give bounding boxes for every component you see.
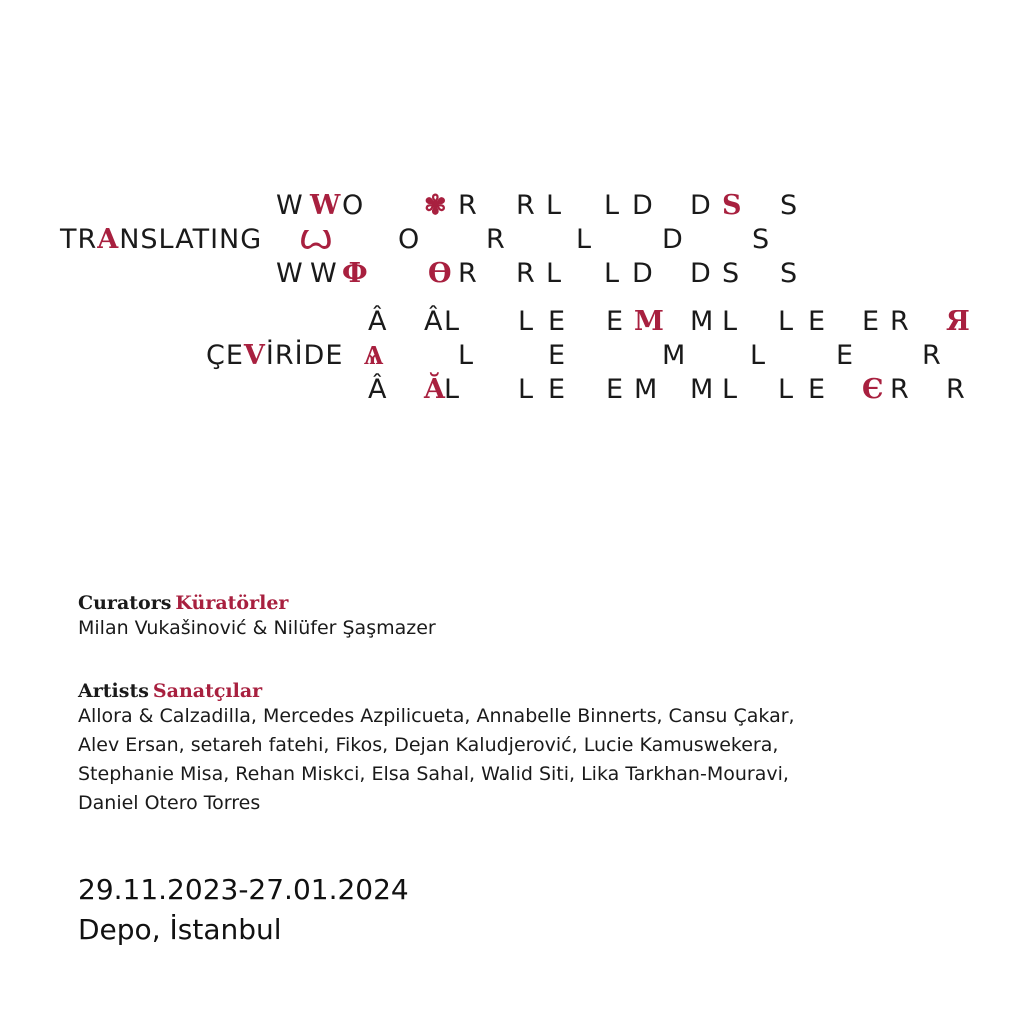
curators-section [78, 592, 436, 643]
artists-label: Artists [78, 680, 149, 702]
title-glyph: R [922, 340, 942, 371]
title-glyph-accent: Ă [424, 374, 446, 405]
artists-heading [78, 680, 795, 702]
title-glyph: D [662, 224, 684, 255]
title-glyph: R [516, 258, 536, 289]
title-glyph-accent: W [310, 190, 342, 221]
title-glyph: M [662, 340, 687, 371]
title-glyph: S [722, 258, 741, 289]
title-glyph: L [546, 190, 563, 221]
title-glyph: E [606, 374, 625, 405]
title-glyph: M [690, 306, 715, 337]
exhibition-dates: 29.11.2023-27.01.2024 [78, 873, 409, 906]
title-word-ceviride: ÇEVİRİDE [206, 340, 344, 371]
title-glyph-accent: Є [862, 374, 885, 405]
title-glyph: D [632, 190, 654, 221]
title-glyph: L [546, 258, 563, 289]
curators-label-tr: Küratörler [175, 592, 289, 614]
title-glyph: Â [424, 306, 444, 337]
title-glyph-accent: Я [946, 306, 971, 337]
title-glyph: R [890, 374, 910, 405]
title-row-4 [0, 304, 1024, 340]
title-glyph: O [342, 190, 365, 221]
title-glyph: M [690, 374, 715, 405]
curators-label: Curators [78, 592, 172, 614]
title-glyph-accent: Ф [342, 258, 369, 289]
title-row-2 [0, 222, 1024, 258]
event-details [78, 870, 409, 950]
title-glyph-accent: Ꙍ [300, 224, 333, 255]
title-glyph: L [444, 374, 461, 405]
exhibition-venue: Depo, İstanbul [78, 913, 282, 946]
title-glyph: D [690, 190, 712, 221]
title-glyph: L [722, 306, 739, 337]
title-glyph: L [722, 374, 739, 405]
curators-heading [78, 592, 436, 614]
title-glyph: R [946, 374, 966, 405]
title-glyph: L [458, 340, 475, 371]
title-glyph: L [518, 374, 535, 405]
title-glyph: S [780, 190, 799, 221]
title-glyph: L [778, 374, 795, 405]
title-glyph: E [548, 340, 567, 371]
title-glyph: E [836, 340, 855, 371]
title-glyph: L [750, 340, 767, 371]
title-glyph-accent: M [634, 306, 665, 337]
title-glyph: S [752, 224, 771, 255]
title-glyph: E [548, 374, 567, 405]
title-glyph-accent: Ѳ [428, 258, 453, 289]
title-glyph: W [276, 190, 304, 221]
title-glyph: L [778, 306, 795, 337]
title-glyph: R [486, 224, 506, 255]
title-glyph: R [890, 306, 910, 337]
title-glyph: W [310, 258, 338, 289]
title-row-3 [0, 256, 1024, 292]
title-glyph: E [808, 374, 827, 405]
title-glyph: L [576, 224, 593, 255]
title-glyph: E [548, 306, 567, 337]
title-glyph: D [690, 258, 712, 289]
title-row-5 [0, 338, 1024, 374]
title-glyph: L [444, 306, 461, 337]
title-row-6 [0, 372, 1024, 408]
title-glyph: E [808, 306, 827, 337]
title-glyph-accent: ✾ [424, 190, 448, 221]
title-glyph: S [780, 258, 799, 289]
curators-names: Milan Vukašinović & Nilüfer Şaşmazer [78, 617, 436, 639]
artists-line: Stephanie Misa, Rehan Miskci, Elsa Sahal, Walid Siti, Lika Tarkhan-Mouravi, [78, 763, 789, 785]
title-glyph: L [518, 306, 535, 337]
title-glyph: Â [368, 306, 388, 337]
title-glyph: R [516, 190, 536, 221]
artists-label-tr: Sanatçılar [152, 680, 263, 702]
artists-line: Daniel Otero Torres [78, 792, 261, 814]
artists-line: Allora & Calzadilla, Mercedes Azpilicueta, Annabelle Binnerts, Cansu Çakar, [78, 705, 795, 727]
title-glyph-accent: S [722, 190, 743, 221]
title-glyph: M [634, 374, 659, 405]
title-glyph-accent: Ѧ [364, 340, 385, 371]
title-row-1 [0, 188, 1024, 224]
title-glyph: Â [368, 374, 388, 405]
title-glyph: D [632, 258, 654, 289]
artists-line: Alev Ersan, setareh fatehi, Fikos, Dejan Kaludjerović, Lucie Kamuswekera, [78, 734, 779, 756]
title-glyph: L [604, 258, 621, 289]
title-glyph: O [398, 224, 421, 255]
title-glyph: R [458, 258, 478, 289]
title-glyph: L [604, 190, 621, 221]
title-glyph: E [862, 306, 881, 337]
title-glyph: E [606, 306, 625, 337]
artists-section [78, 680, 795, 818]
title-word-translating: TRANSLATING [60, 224, 263, 255]
title-glyph: R [458, 190, 478, 221]
title-glyph: W [276, 258, 304, 289]
